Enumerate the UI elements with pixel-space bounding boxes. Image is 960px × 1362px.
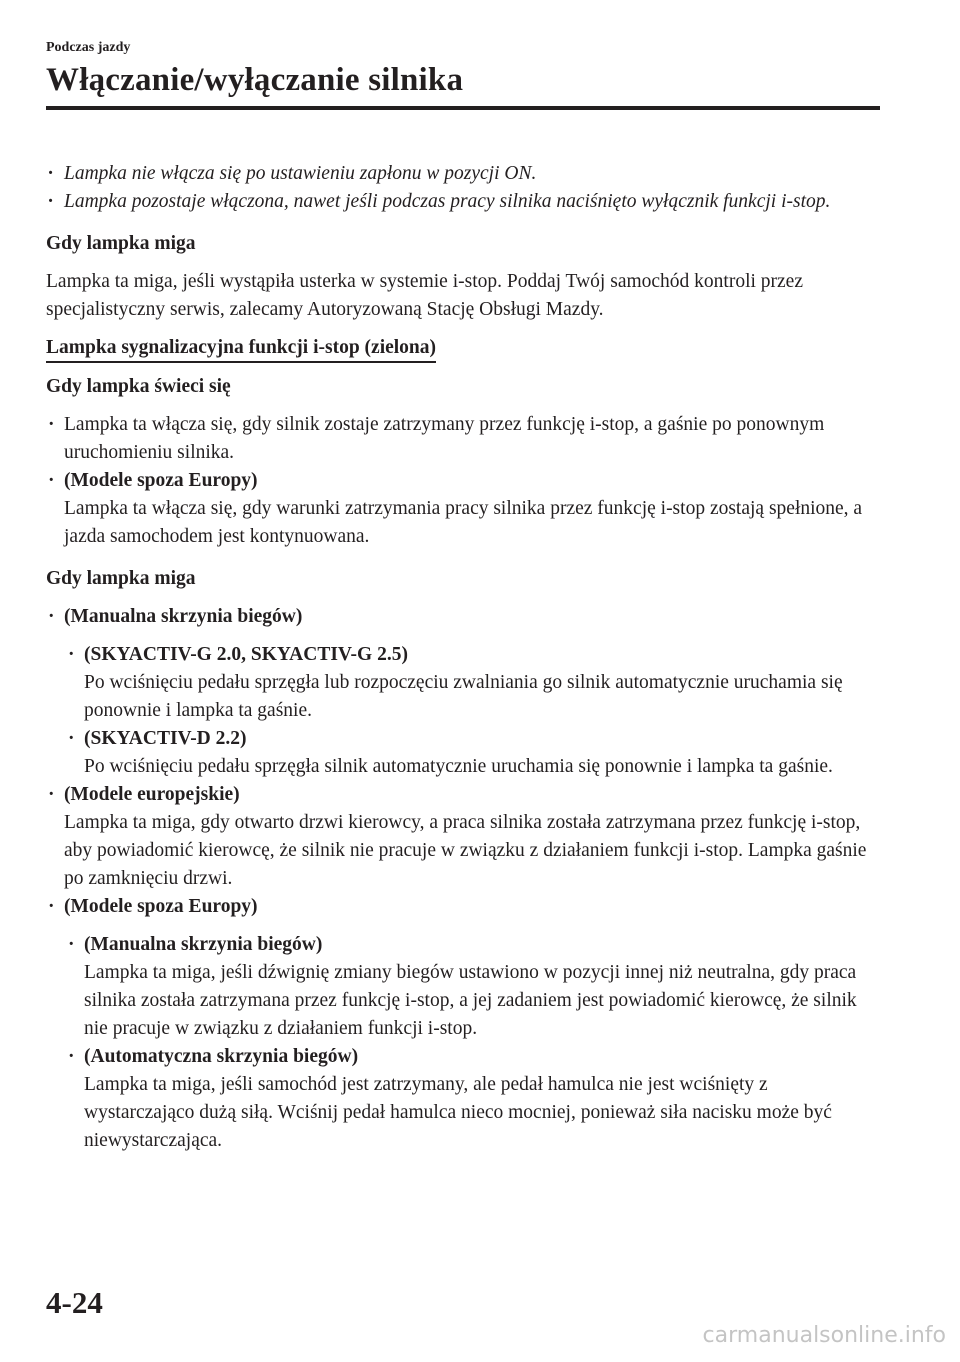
bullet-dot: · — [48, 784, 55, 805]
bullet-title: (Modele spoza Europy) — [64, 470, 258, 491]
bullet-title: (Automatyczna skrzynia biegów) — [84, 1046, 359, 1067]
non-europe-bullet — [46, 893, 880, 921]
bullet-title: (Modele spoza Europy) — [64, 896, 258, 917]
bullet-dot: · — [48, 191, 53, 212]
page-number: 4-24 — [46, 1285, 103, 1320]
bullet-text: Lampka ta miga, jeśli samochód jest zatrzymany, ale pedał hamulca nie jest wciśnięty z wystarczająco dużą siłą. Wciśnij pedał hamulca nieco mocniej, ponieważ siła nacisku może być niewystarczająca. — [84, 1074, 832, 1151]
section-label: Podczas jazdy — [46, 40, 131, 55]
blink-heading: Gdy lampka miga — [46, 233, 196, 254]
manual-bullet — [46, 603, 880, 631]
watermark: carmanualsonline.info — [702, 1323, 946, 1348]
page-title: Włączanie/wyłączanie silnika — [46, 62, 464, 98]
bullet-dot: · — [68, 644, 75, 665]
bullet-dot: · — [48, 896, 55, 917]
blink-heading-2: Gdy lampka miga — [46, 568, 196, 589]
bullet-text: Lampka ta miga, jeśli dźwignię zmiany biegów ustawiono w pozycji innej niż neutralna, gdy praca silnika została zatrzymana przez funkcję i-stop, a jej zadaniem jest powiadomić kierowcę, że silnik nie pracuje w związku z działaniem funkcji i-stop. — [84, 962, 857, 1039]
bullet-dot: · — [48, 163, 53, 184]
page-content — [46, 160, 880, 1155]
bullet-text: Lampka ta włącza się, gdy silnik zostaje zatrzymany przez funkcję i-stop, a gaśnie po ponownym uruchomieniu silnika. — [64, 414, 825, 463]
bullet-title: (Modele europejskie) — [64, 784, 240, 805]
skyactiv-g-bullet — [66, 641, 880, 725]
bullet-dot: · — [48, 470, 55, 491]
skyactiv-d-bullet — [66, 725, 880, 781]
bullet-dot: · — [68, 934, 75, 955]
on-heading: Gdy lampka świeci się — [46, 376, 231, 397]
non-europe-manual-bullet — [66, 931, 880, 1043]
europe-bullet — [46, 781, 880, 893]
header-rule — [46, 106, 880, 110]
bullet-title: (Manualna skrzynia biegów) — [84, 934, 323, 955]
bullet-title: (Manualna skrzynia biegów) — [64, 606, 303, 627]
blink-text: Lampka ta miga, jeśli wystąpiła usterka w systemie i-stop. Poddaj Twój samochód kontroli przez specjalistyczny serwis, zalecamy Autoryzowaną Stację Obsługi Mazdy. — [46, 271, 803, 320]
bullet-dot: · — [48, 606, 55, 627]
non-europe-auto-bullet — [66, 1043, 880, 1155]
page-header — [46, 40, 880, 110]
intro-bullet — [46, 188, 880, 216]
intro-bullet — [46, 160, 880, 188]
on-bullet-non-europe — [46, 467, 880, 551]
bullet-dot: · — [68, 728, 75, 749]
bullet-text: Po wciśnięciu pedału sprzęgła silnik automatycznie uruchamia się ponownie i lampka ta gaśnie. — [84, 756, 833, 777]
bullet-text: Po wciśnięciu pedału sprzęgła lub rozpoczęciu zwalniania go silnik automatycznie uruchamia się ponownie i lampka ta gaśnie. — [84, 672, 843, 721]
bullet-dot: · — [48, 414, 55, 435]
bullet-dot: · — [68, 1046, 75, 1067]
bullet-text: Lampka pozostaje włączona, nawet jeśli podczas pracy silnika naciśnięto wyłącznik funkcji i-stop. — [64, 191, 831, 212]
bullet-text: Lampka ta miga, gdy otwarto drzwi kierowcy, a praca silnika została zatrzymana przez funkcję i-stop, aby powiadomić kierowcę, że silnik nie pracuje w związku z działaniem funkcji i-stop. Lampka gaśnie po zamknięciu drzwi. — [64, 812, 867, 889]
bullet-title: (SKYACTIV-G 2.0, SKYACTIV-G 2.5) — [84, 644, 408, 665]
bullet-text: Lampka ta włącza się, gdy warunki zatrzymania pracy silnika przez funkcję i-stop zostają spełnione, a jazda samochodem jest kontynuowana. — [64, 498, 863, 547]
on-bullet — [46, 411, 880, 467]
green-lamp-heading: Lampka sygnalizacyjna funkcji i-stop (zielona) — [46, 336, 436, 363]
bullet-title: (SKYACTIV-D 2.2) — [84, 728, 247, 749]
bullet-text: Lampka nie włącza się po ustawieniu zapłonu w pozycji ON. — [64, 163, 537, 184]
